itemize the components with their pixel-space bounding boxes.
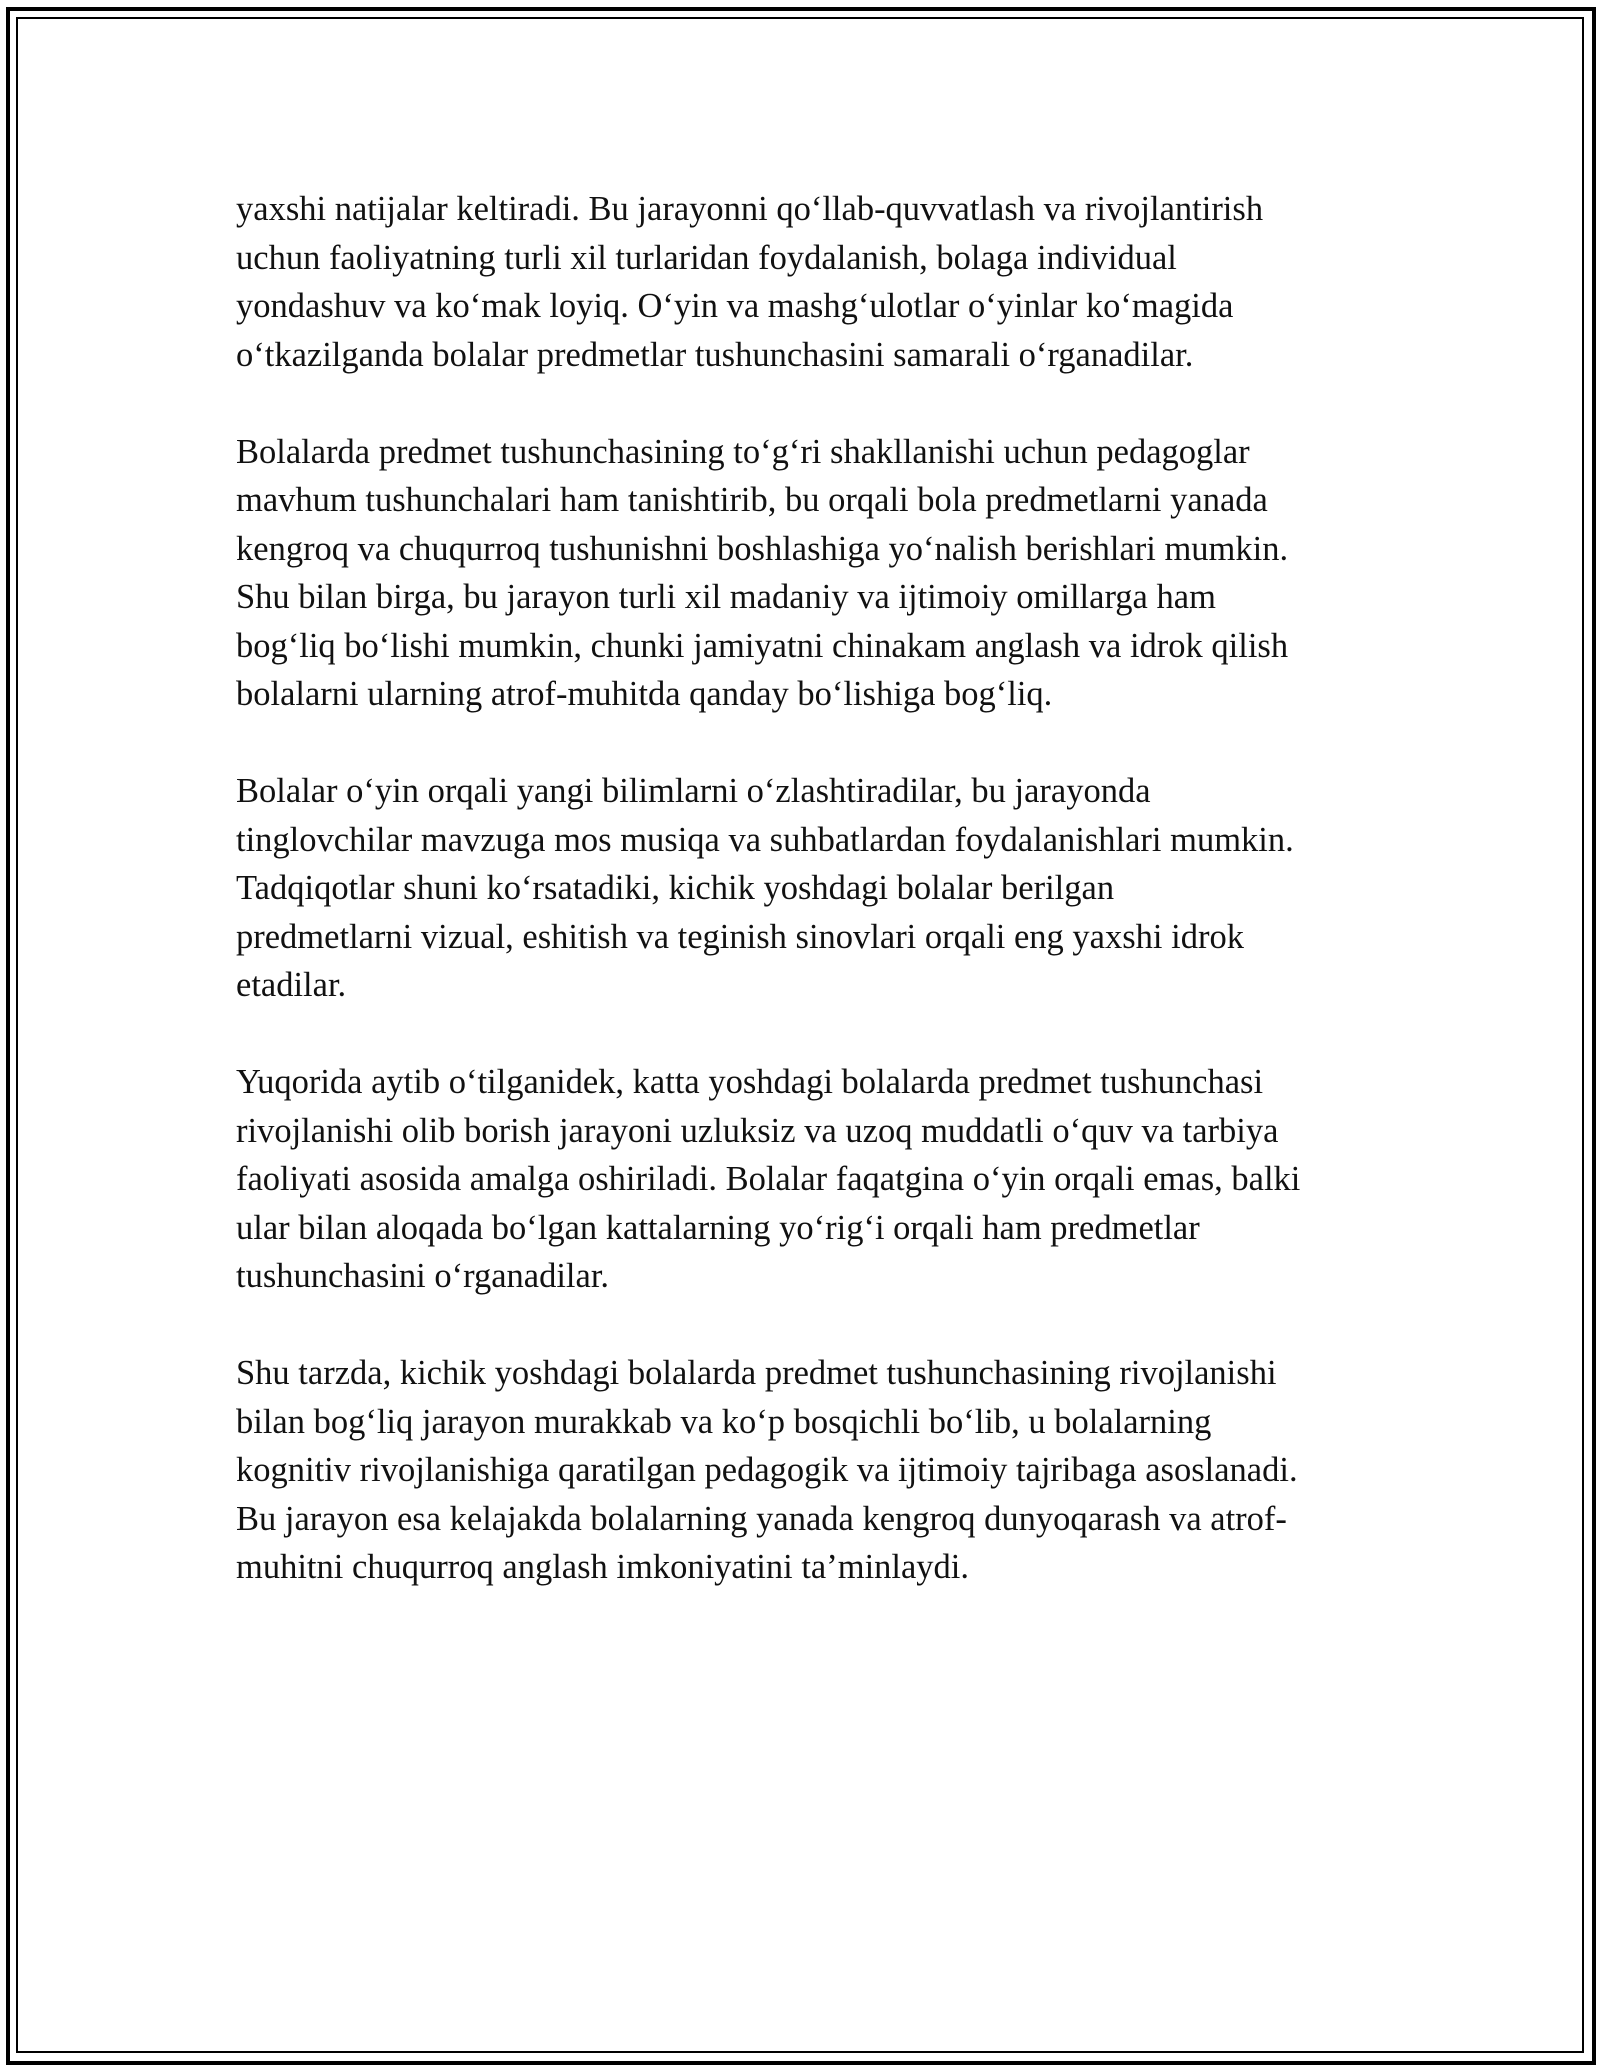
text-line: o‘tkazilganda bolalar predmetlar tushunchasini samarali o‘rganadilar. bbox=[236, 335, 1194, 374]
paragraph-3 bbox=[236, 767, 1396, 1010]
text-line: rivojlanishi olib borish jarayoni uzluksiz va uzoq muddatli o‘quv va tarbiya bbox=[236, 1111, 1279, 1150]
text-line: tinglovchilar mavzuga mos musiqa va suhbatlardan foydalanishlari mumkin. bbox=[236, 820, 1294, 859]
text-line: ular bilan aloqada bo‘lgan kattalarning yo‘rig‘i orqali ham predmetlar bbox=[236, 1208, 1200, 1247]
text-line: kengroq va chuqurroq tushunishni boshlashiga yo‘nalish berishlari mumkin. bbox=[236, 529, 1289, 568]
text-line: Yuqorida aytib o‘tilganidek, katta yoshdagi bolalarda predmet tushunchasi bbox=[236, 1063, 1264, 1101]
document-body bbox=[236, 185, 1396, 1640]
text-line: bilan bog‘liq jarayon murakkab va ko‘p bosqichli bo‘lib, u bolalarning bbox=[236, 1402, 1212, 1441]
text-line: kognitiv rivojlanishiga qaratilgan pedagogik va ijtimoiy tajribaga asoslanadi. bbox=[236, 1451, 1298, 1489]
text-line: bolalarni ularning atrof-muhitda qanday bo‘lishiga bog‘liq. bbox=[236, 675, 1053, 713]
text-line: mavhum tushunchalari ham tanishtirib, bu orqali bola predmetlarni yanada bbox=[236, 481, 1268, 519]
text-line: Tadqiqotlar shuni ko‘rsatadiki, kichik yoshdagi bolalar berilgan bbox=[236, 869, 1115, 907]
paragraph-4 bbox=[236, 1058, 1396, 1301]
paragraph-1 bbox=[236, 185, 1396, 379]
paragraph-2 bbox=[236, 428, 1396, 719]
text-line: Bolalarda predmet tushunchasining to‘g‘ri shakllanishi uchun pedagoglar bbox=[236, 432, 1250, 471]
text-line: Shu bilan birga, bu jarayon turli xil madaniy va ijtimoiy omillarga ham bbox=[236, 578, 1216, 616]
text-line: Bu jarayon esa kelajakda bolalarning yanada kengroq dunyoqarash va atrof- bbox=[236, 1499, 1287, 1538]
paragraph-5 bbox=[236, 1349, 1396, 1592]
text-line: predmetlarni vizual, eshitish va teginish sinovlari orqali eng yaxshi idrok bbox=[236, 917, 1244, 956]
text-line: yaxshi natijalar keltiradi. Bu jarayonni qo‘llab-quvvatlash va rivojlantirish bbox=[236, 190, 1264, 228]
text-line: bog‘liq bo‘lishi mumkin, chunki jamiyatni chinakam anglash va idrok qilish bbox=[236, 626, 1289, 665]
text-line: etadilar. bbox=[236, 966, 347, 1004]
text-line: muhitni chuqurroq anglash imkoniyatini ta’minlaydi. bbox=[236, 1548, 970, 1586]
text-line: uchun faoliyatning turli xil turlaridan foydalanish, bolaga individual bbox=[236, 238, 1177, 277]
text-line: tushunchasini o‘rganadilar. bbox=[236, 1257, 610, 1295]
text-line: faoliyati asosida amalga oshiriladi. Bolalar faqatgina o‘yin orqali emas, balki bbox=[236, 1160, 1301, 1198]
text-line: yondashuv va ko‘mak loyiq. O‘yin va mashg‘ulotlar o‘yinlar ko‘magida bbox=[236, 287, 1234, 325]
text-line: Shu tarzda, kichik yoshdagi bolalarda predmet tushunchasining rivojlanishi bbox=[236, 1354, 1277, 1392]
text-line: Bolalar o‘yin orqali yangi bilimlarni o‘zlashtiradilar, bu jarayonda bbox=[236, 772, 1151, 810]
